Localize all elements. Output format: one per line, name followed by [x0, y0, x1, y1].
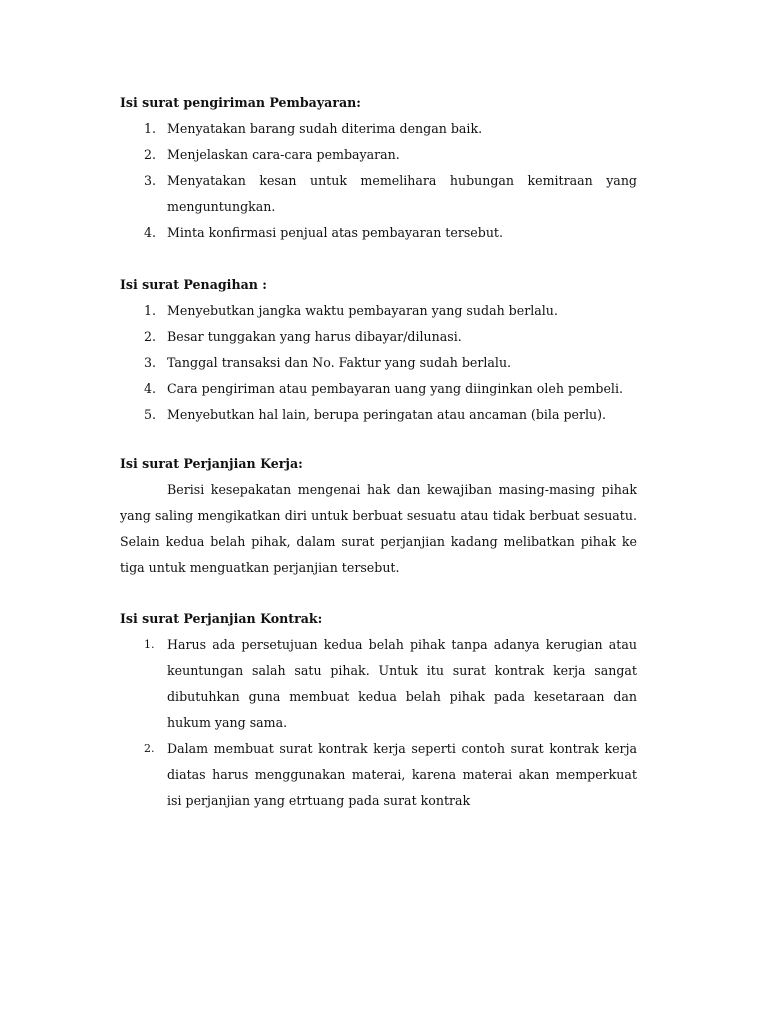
section-perjanjian-kerja	[120, 451, 637, 581]
item-number: 1.	[144, 638, 155, 651]
section-pengiriman-pembayaran	[120, 90, 637, 246]
numbered-list	[120, 632, 637, 814]
item-text: Tanggal transaksi dan No. Faktur yang sudah berlalu.	[167, 355, 512, 370]
item-text: Cara pengiriman atau pembayaran uang yang diinginkan oleh pembeli.	[167, 381, 623, 396]
item-number: 4.	[144, 225, 157, 240]
numbered-list	[120, 116, 637, 246]
section-perjanjian-kontrak	[120, 606, 637, 814]
item-number: 5.	[144, 407, 157, 422]
section-heading: Isi surat pengiriman Pembayaran:	[120, 95, 361, 110]
item-number: 1.	[144, 303, 157, 318]
list-item	[120, 168, 637, 220]
section-penagihan	[120, 272, 637, 428]
item-number: 3.	[144, 355, 157, 370]
item-text: Minta konfirmasi penjual atas pembayaran tersebut.	[167, 225, 503, 240]
section-heading: Isi surat Perjanjian Kerja:	[120, 456, 303, 471]
item-text: Menyebutkan hal lain, berupa peringatan atau ancaman (bila perlu).	[167, 407, 607, 422]
list-item	[120, 116, 637, 142]
item-text: Menyatakan barang sudah diterima dengan baik.	[167, 121, 483, 136]
item-text: Menyebutkan jangka waktu pembayaran yang sudah berlalu.	[167, 303, 558, 318]
list-item	[120, 220, 637, 246]
item-text: Menyatakan kesan untuk memelihara hubungan kemitraan yang menguntungkan.	[167, 173, 637, 214]
item-number: 4.	[144, 381, 157, 396]
list-item	[120, 376, 637, 402]
item-number: 2.	[144, 742, 155, 755]
item-text: Besar tunggakan yang harus dibayar/dilunasi.	[167, 329, 462, 344]
item-text: Dalam membuat surat kontrak kerja seperti contoh surat kontrak kerja diatas harus menggunakan materai, karena materai akan memperkuat isi perjanjian yang etrtuang pada surat kontrak	[167, 741, 637, 808]
item-number: 2.	[144, 329, 157, 344]
list-item	[120, 736, 637, 814]
item-text: Harus ada persetujuan kedua belah pihak tanpa adanya kerugian atau keuntungan salah satu pihak. Untuk itu surat kontrak kerja sangat dibutuhkan guna membuat kedua belah pihak pada kesetaraan dan hukum yang sama.	[167, 637, 637, 730]
list-item	[120, 142, 637, 168]
item-text: Menjelaskan cara-cara pembayaran.	[167, 147, 400, 162]
list-item	[120, 632, 637, 736]
item-number: 1.	[144, 121, 157, 136]
section-heading: Isi surat Perjanjian Kontrak:	[120, 611, 323, 626]
item-number: 2.	[144, 147, 157, 162]
list-item	[120, 350, 637, 376]
section-paragraph: Berisi kesepakatan mengenai hak dan kewajiban masing-masing pihak yang saling mengikatkan diri untuk berbuat sesuatu atau tidak berbuat sesuatu. Selain kedua belah pihak, dalam surat perjanjian kadang melibatkan pihak ke tiga untuk menguatkan perjanjian tersebut.	[120, 482, 637, 575]
section-heading: Isi surat Penagihan :	[120, 277, 267, 292]
list-item	[120, 298, 637, 324]
numbered-list	[120, 298, 637, 428]
item-number: 3.	[144, 173, 157, 188]
list-item	[120, 324, 637, 350]
list-item	[120, 402, 637, 428]
